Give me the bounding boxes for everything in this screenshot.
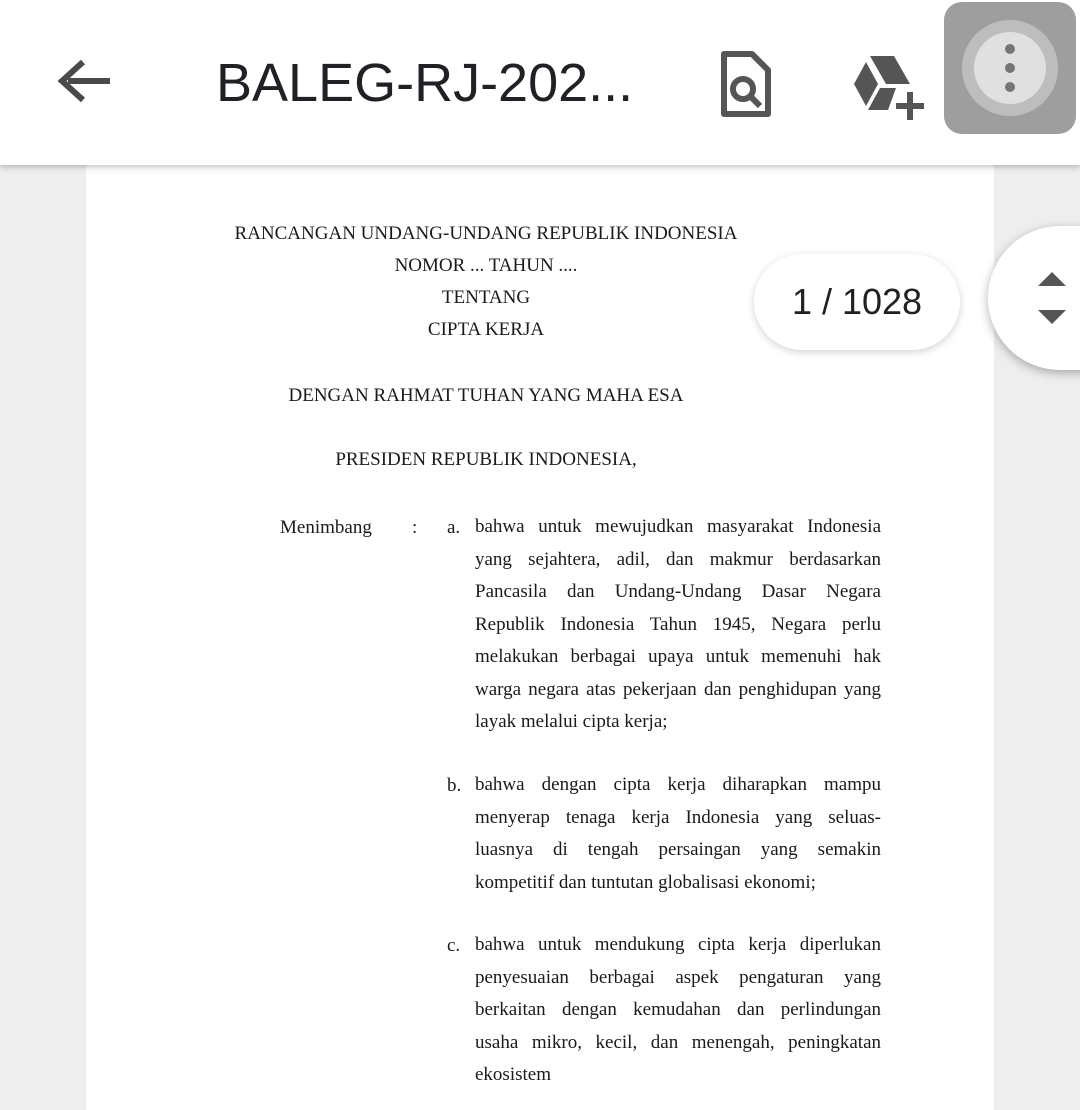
more-options-ripple — [962, 20, 1058, 116]
add-to-drive-button[interactable] — [848, 46, 928, 122]
more-options-button[interactable] — [944, 2, 1076, 134]
heading-line: RANCANGAN UNDANG-UNDANG REPUBLIK INDONESIA — [234, 223, 738, 244]
more-dot — [1005, 63, 1015, 73]
heading-line: TENTANG — [441, 287, 531, 308]
more-dot — [1005, 82, 1015, 92]
scroll-updown-icon — [1014, 226, 1080, 370]
find-in-page-button[interactable] — [710, 46, 780, 122]
item-text: bahwa untuk mendukung cipta kerja diperlukan penyesuaian berbagai aspek pengaturan yang berkaitan dengan kemudahan dan perlindungan usaha mikro, kecil, dan menengah, peningkatan ekosistem — [475, 934, 881, 1085]
top-app-bar — [0, 0, 1080, 165]
consider-colon: : — [412, 517, 418, 538]
fast-scroll-handle[interactable] — [988, 226, 1080, 370]
item-letter: a. — [447, 517, 461, 538]
item-letter: b. — [447, 775, 462, 796]
more-dot — [1005, 44, 1015, 54]
add-to-drive-icon — [848, 46, 928, 122]
president-line: PRESIDEN REPUBLIK INDONESIA, — [335, 449, 637, 470]
item-letter: c. — [447, 935, 461, 956]
consider-label: Menimbang — [280, 517, 372, 538]
arrow-back-icon — [50, 48, 120, 118]
heading-line: NOMOR ... TAHUN .... — [394, 255, 578, 276]
find-in-page-icon — [710, 46, 780, 122]
item-text: bahwa untuk mewujudkan masyarakat Indonesia yang sejahtera, adil, dan makmur berdasarkan Pancasila dan Undang-Undang Dasar Negara Republik Indonesia Tahun 1945, Negara perlu melakukan berbagai upaya untuk memenuhi hak warga negara atas pekerjaan dan penghidupan yang layak melalui cipta kerja; — [475, 516, 881, 732]
document-title: BALEG-RJ-202... — [216, 53, 634, 113]
page-indicator: 1 / 1028 — [754, 254, 960, 350]
back-button[interactable] — [50, 48, 120, 118]
heading-line: CIPTA KERJA — [427, 319, 545, 340]
more-vert-icon — [974, 32, 1046, 104]
blessing-line: DENGAN RAHMAT TUHAN YANG MAHA ESA — [288, 385, 684, 406]
item-text: bahwa dengan cipta kerja diharapkan mampu menyerap tenaga kerja Indonesia yang seluas-luasnya di tengah persaingan yang semakin kompetitif dan tuntutan globalisasi ekonomi; — [475, 774, 881, 893]
